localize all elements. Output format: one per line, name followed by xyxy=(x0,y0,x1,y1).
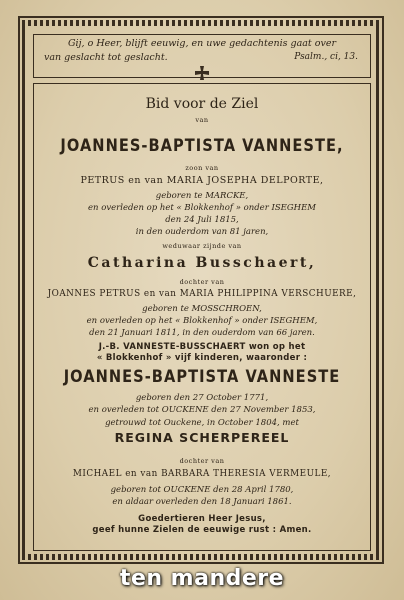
psalm-verse-text: van geslacht tot geslacht. xyxy=(44,52,168,63)
wife-name: REGINA SCHERPEREEL xyxy=(114,430,290,445)
watermark: ten mandere xyxy=(119,566,285,591)
dochter-van-label-1: dochter van xyxy=(179,278,225,286)
prayer-line-2: geef hunne Zielen de eeuwige rust : Amen. xyxy=(92,525,312,535)
spouse-death-2: den 21 Januari 1811, in den ouderdom van 66 jaren. xyxy=(89,328,315,338)
cross-icon xyxy=(195,66,209,80)
death-line-1: en overleden op het « Blokkenhof » onder ISEGHEM xyxy=(88,203,316,213)
age-line: in den ouderdom van 81 jaren, xyxy=(135,227,269,237)
son-birth: geboren den 27 October 1771, xyxy=(135,393,269,403)
birth-line: geboren te MARCKE, xyxy=(155,191,249,201)
spouse-death-1: en overleden op het « Blokkenhof » onder ISEGHEM, xyxy=(86,316,318,326)
children-line-2: « Blokkenhof » vijf kinderen, waaronder : xyxy=(96,353,308,363)
van-label: van xyxy=(195,116,209,124)
spouse-name: Catharina Busschaert, xyxy=(87,255,317,271)
zoon-van-label: zoon van xyxy=(185,164,219,172)
widower-label: weduwaar zijnde van xyxy=(162,242,242,250)
son-death: en overleden tot OUCKENE den 27 November 1853, xyxy=(88,405,316,415)
heading: Bid voor de Ziel xyxy=(145,96,259,112)
wife-parents: MICHAEL en van BARBARA THERESIA VERMEULE, xyxy=(72,469,332,479)
parents-line: PETRUS en van MARIA JOSEPHA DELPORTE, xyxy=(80,175,324,186)
prayer-line-1: Goedertieren Heer Jesus, xyxy=(138,514,266,524)
spouse-birth: geboren te MOSSCHROEN, xyxy=(142,304,262,314)
psalm-verse-line-1: Gij, o Heer, blijft eeuwig, en uwe gedachtenis gaat over xyxy=(67,38,337,49)
psalm-verse-line-2 xyxy=(44,52,364,63)
wife-death: en aldaar overleden den 18 Januari 1861. xyxy=(112,497,292,507)
son-marriage: getrouwd tot Ouckene, in October 1804, met xyxy=(105,418,299,428)
deceased-name: JOANNES-BAPTISTA VANNESTE, xyxy=(60,136,344,156)
son-name: JOANNES-BAPTISTA VANNESTE xyxy=(63,367,341,387)
wife-birth: geboren tot OUCKENE den 28 April 1780, xyxy=(110,485,294,495)
death-line-2: den 24 Juli 1815, xyxy=(165,215,239,225)
psalm-reference: Psalm., ci, 13. xyxy=(294,52,358,62)
dochter-van-label-2: dochter van xyxy=(179,457,225,465)
spouse-parents: JOANNES PETRUS en van MARIA PHILIPPINA VERSCHUERE, xyxy=(47,289,357,299)
children-line-1: J.-B. VANNESTE-BUSSCHAERT won op het xyxy=(98,342,306,352)
